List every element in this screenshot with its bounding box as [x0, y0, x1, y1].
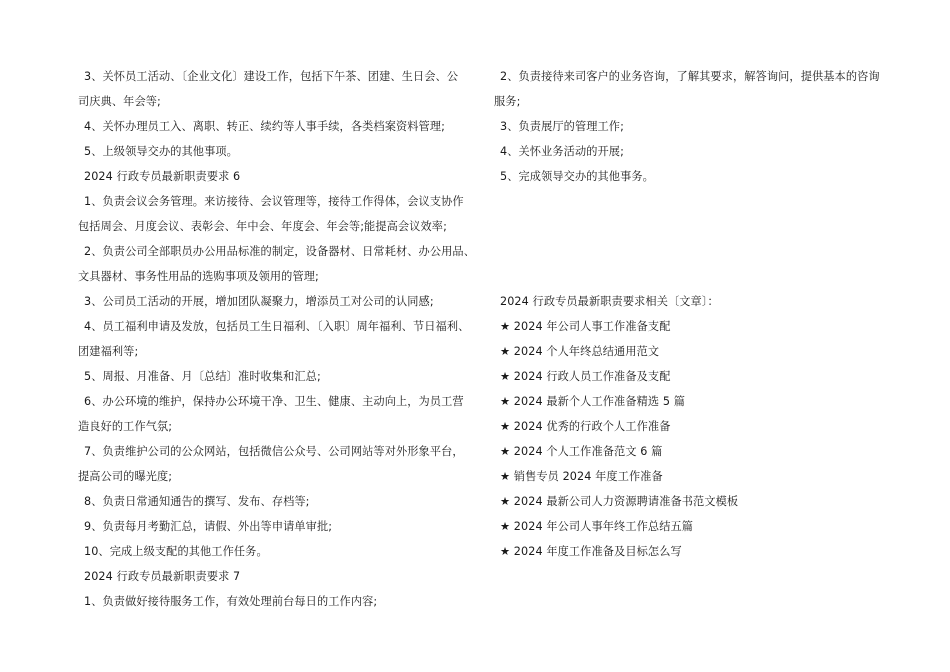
right-text-line: 服务; [494, 95, 521, 108]
left-text-line: 9、负责每月考勤汇总，请假、外出等申请单审批; [84, 520, 333, 533]
left-text-line: 2024 行政专员最新职责要求 6 [84, 170, 241, 183]
left-text-line: 6、办公环境的维护，保持办公环境干净、卫生、健康、主动向上，为员工营 [84, 395, 464, 408]
left-text-line: 提高公司的曝光度; [78, 470, 173, 483]
left-text-line: 7、负责维护公司的公众网站，包括微信公众号、公司网站等对外形象平台， [84, 445, 464, 458]
left-text-line: 3、公司员工活动的开展，增加团队凝聚力，增添员工对公司的认同感; [84, 295, 434, 308]
related-article-line: 2024 行政专员最新职责要求相关〔文章〕： [500, 295, 719, 308]
related-article-line: ★ 2024 年公司人事年终工作总结五篇 [500, 520, 694, 533]
left-text-line: 8、负责日常通知通告的撰写、发布、存档等; [84, 495, 310, 508]
related-article-line: ★ 2024 优秀的行政个人工作准备 [500, 420, 671, 433]
related-article-line: ★ 2024 个人工作准备范文 6 篇 [500, 445, 663, 458]
left-text-line: 4、员工福利申请及发放，包括员工生日福利、〔入职〕周年福利、节日福利、 [84, 320, 470, 333]
left-text-line: 3、关怀员工活动、〔企业文化〕建设工作，包括下午茶、团建、生日会、公 [84, 70, 459, 83]
related-article-line: ★ 2024 最新个人工作准备精选 5 篇 [500, 395, 686, 408]
related-article-line: ★ 2024 个人年终总结通用范文 [500, 345, 660, 358]
left-text-line: 10、完成上级支配的其他工作任务。 [84, 545, 268, 558]
left-text-line: 4、关怀办理员工入、离职、转正、续约等人事手续，各类档案资料管理; [84, 120, 446, 133]
right-text-line: 4、关怀业务活动的开展; [500, 145, 624, 158]
left-text-line: 团建福利等; [78, 345, 139, 358]
related-article-line: ★ 2024 年公司人事工作准备支配 [500, 320, 671, 333]
left-text-line: 司庆典、年会等; [78, 95, 161, 108]
left-text-line: 2、负责公司全部职员办公用品标准的制定，设备器材、日常耗材、办公用品、 [84, 245, 475, 258]
left-text-line: 文具器材、事务性用品的选购事项及领用的管理; [78, 270, 319, 283]
left-text-line: 5、上级领导交办的其他事项。 [84, 145, 238, 158]
left-text-line: 造良好的工作气氛; [78, 420, 173, 433]
related-article-line: ★ 2024 年度工作准备及目标怎么写 [500, 545, 682, 558]
right-text-line: 2、负责接待来司客户的业务咨询，了解其要求，解答询问，提供基本的咨询 [500, 70, 880, 83]
right-column [494, 64, 884, 564]
related-articles-section [494, 289, 884, 564]
related-article-line: ★ 2024 最新公司人力资源聘请准备书范文模板 [500, 495, 739, 508]
section-gap [494, 189, 884, 289]
left-text-line: 5、周报、月准备、月〔总结〕准时收集和汇总; [84, 370, 321, 383]
right-text-line: 3、负责展厅的管理工作; [500, 120, 624, 133]
related-article-line: ★ 销售专员 2024 年度工作准备 [500, 470, 663, 483]
left-column [78, 64, 475, 614]
related-article-line: ★ 2024 行政人员工作准备及支配 [500, 370, 671, 383]
right-text-line: 5、完成领导交办的其他事务。 [500, 170, 654, 183]
left-text-line: 2024 行政专员最新职责要求 7 [84, 570, 241, 583]
right-top-section [494, 64, 884, 189]
left-text-line: 1、负责做好接待服务工作，有效处理前台每日的工作内容; [84, 595, 378, 608]
left-text-line: 1、负责会议会务管理。来访接待、会议管理等，接待工作得体，会议支协作 [84, 195, 464, 208]
left-text-line: 包括周会、月度会议、表彰会、年中会、年度会、年会等;能提高会议效率; [78, 220, 447, 233]
